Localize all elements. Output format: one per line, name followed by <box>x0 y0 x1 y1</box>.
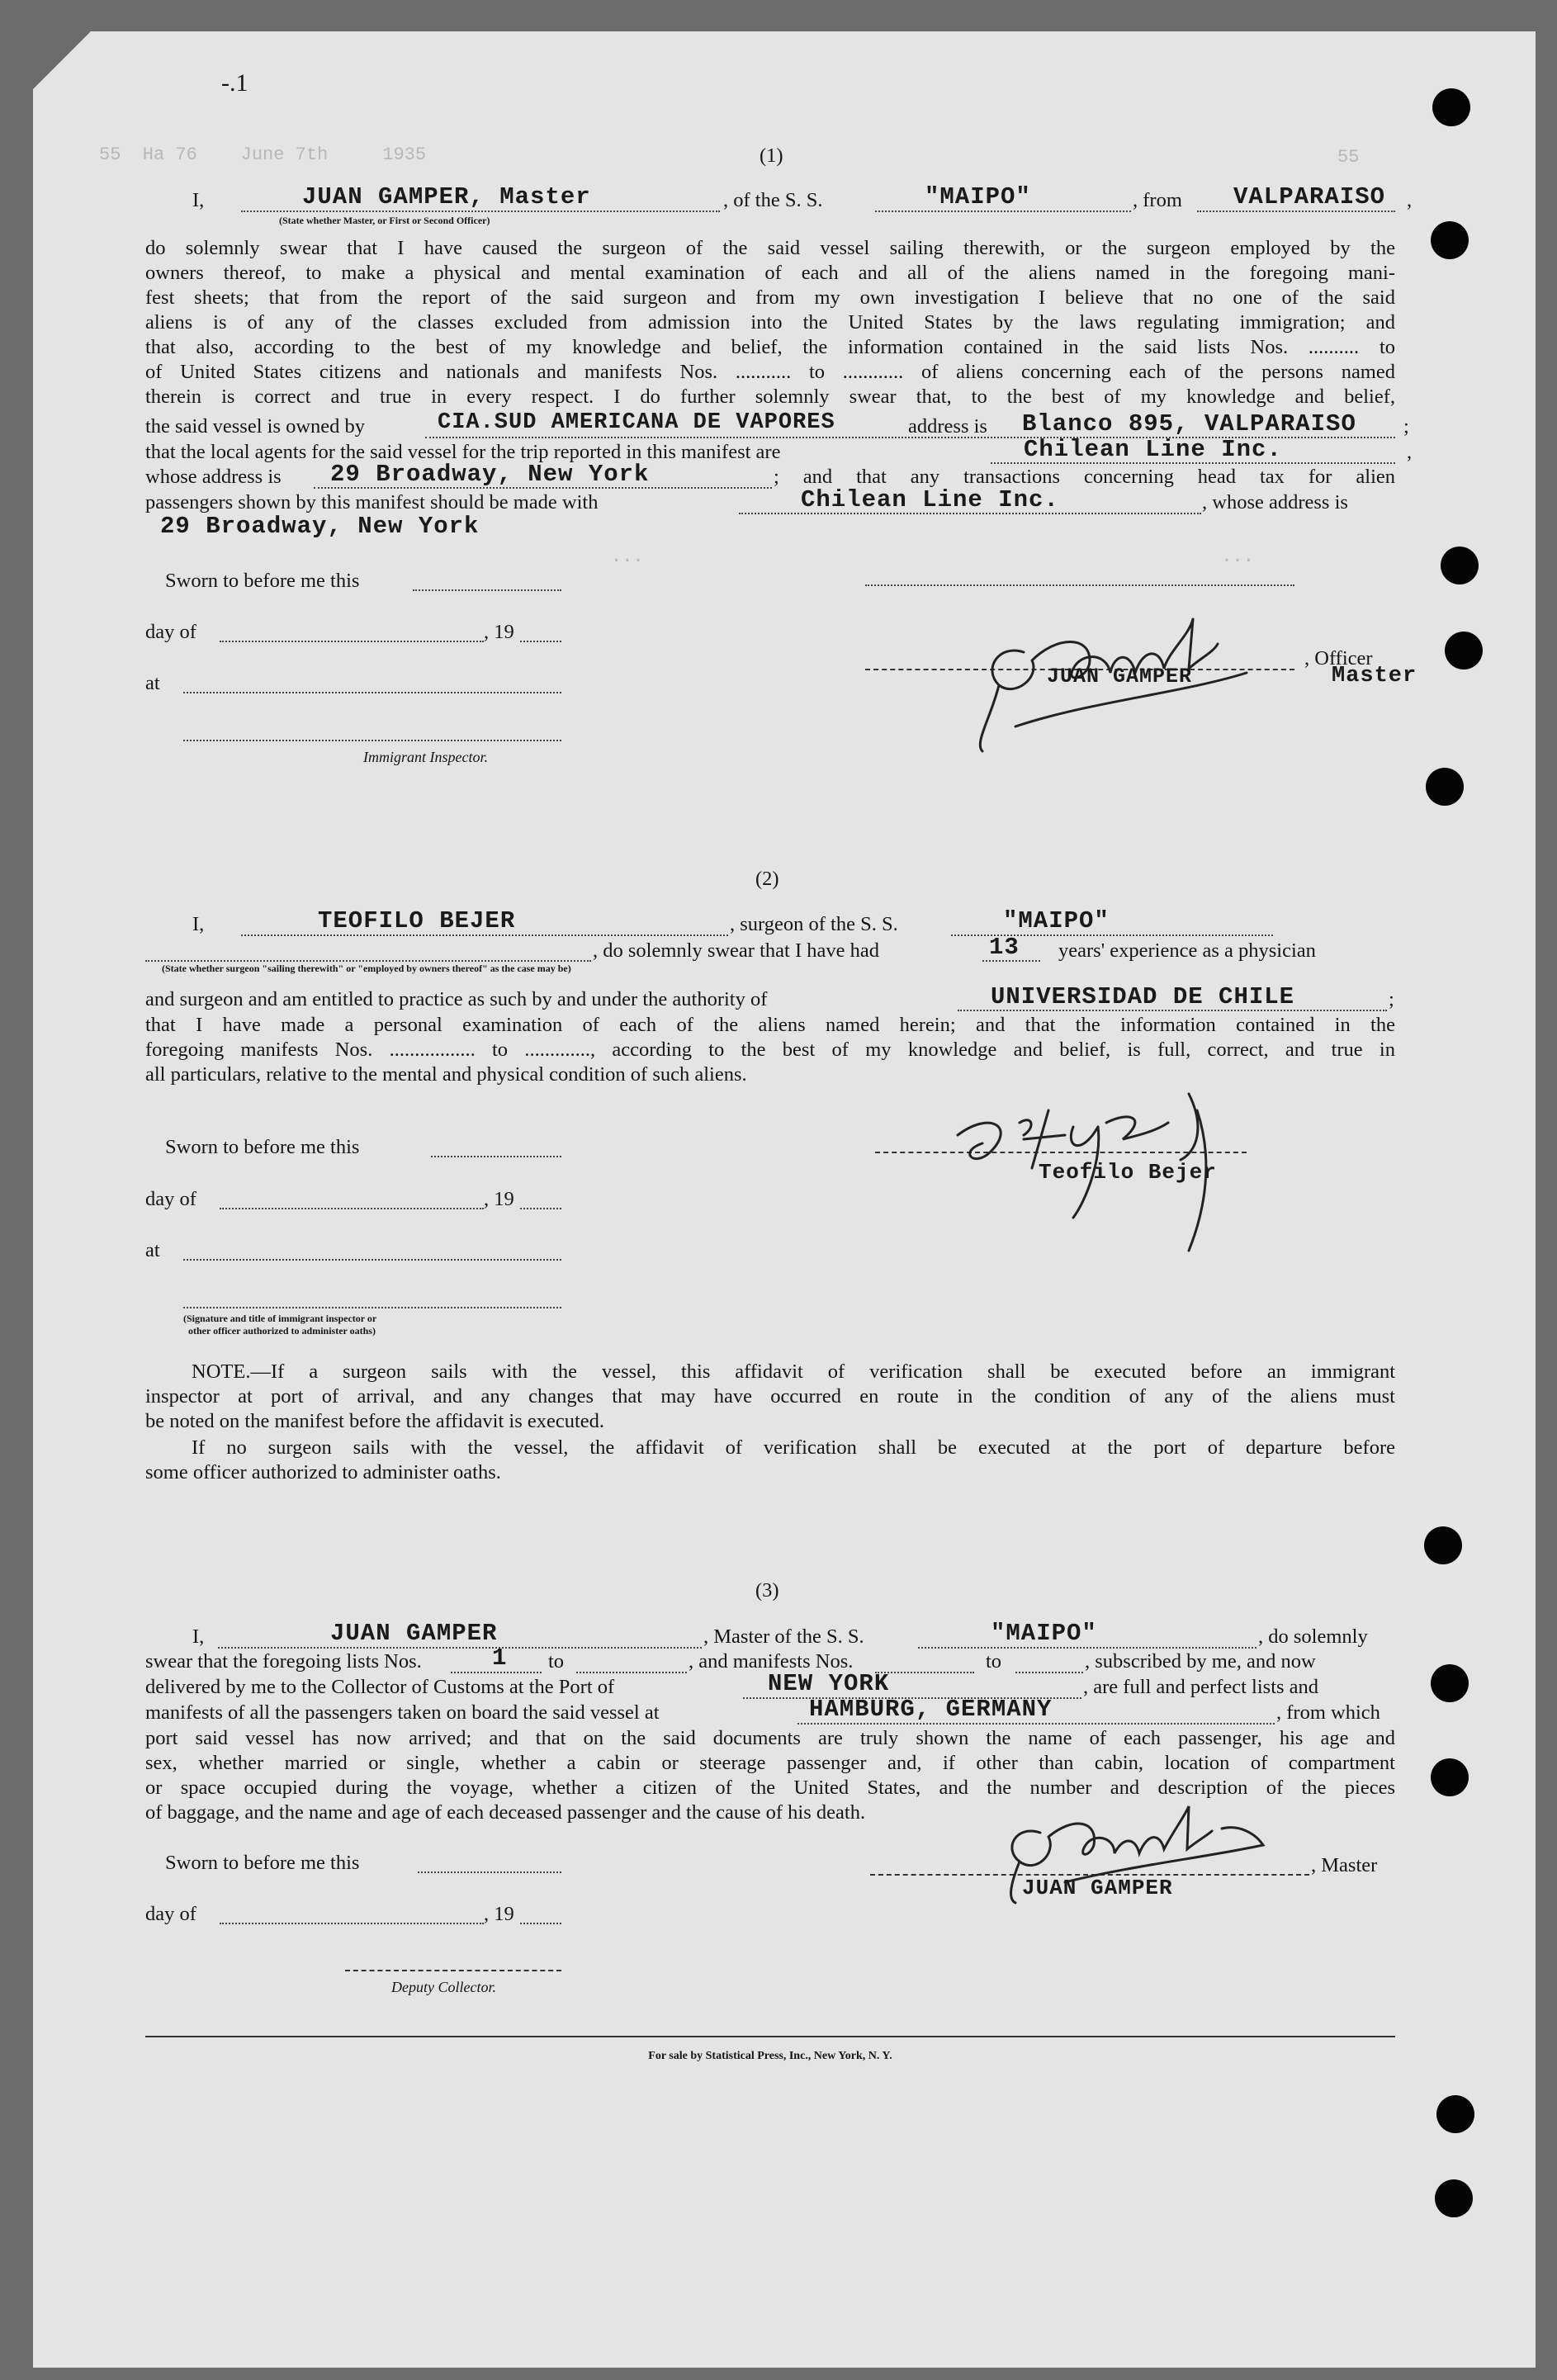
s1-of-ship: , of the S. S. <box>723 189 823 211</box>
s1-ship: "MAIPO" <box>925 183 1031 211</box>
punch-hole <box>1424 1526 1462 1564</box>
punch-hole <box>1426 768 1464 806</box>
s1-ship-line <box>875 211 1131 212</box>
s2-swear: , do solemnly swear that I have had <box>593 939 879 962</box>
s1-body-line: therein is correct and true in every respect. I do further solemnly swear that, to the best of my knowledge and belief, <box>145 386 1395 408</box>
bleed-through-marks: 55 Ha 76 June 7th 1935 <box>99 144 427 165</box>
s2-caption-sig: (Signature and title of immigrant inspector or <box>183 1313 377 1324</box>
s1-whose-address: whose address is <box>145 466 282 488</box>
s3-port-departure: HAMBURG, GERMANY <box>809 1696 1053 1723</box>
s2-surgeon-name: TEOFILO BEJER <box>318 907 516 934</box>
s1-i: I, <box>192 189 205 211</box>
s2-sworn: Sworn to before me this <box>165 1136 360 1158</box>
s3-perfect-lists: , are full and perfect lists and <box>1083 1676 1319 1698</box>
s2-caption: (State whether surgeon "sailing therewith" or "employed by owners thereof" as the case may be) <box>162 963 571 974</box>
s1-officer-typed: Master <box>1332 664 1417 688</box>
s1-sworn-line <box>413 589 561 591</box>
s1-at-line <box>183 692 561 693</box>
s3-solemnly: , do solemnly <box>1258 1625 1368 1648</box>
note-line: some officer authorized to administer oaths. <box>145 1461 501 1483</box>
bleed-through-marks: ... ... <box>611 547 1254 567</box>
footer-rule <box>145 2036 1395 2037</box>
section-2-number: (2) <box>755 868 779 890</box>
s1-body-line: of United States citizens and nationals and manifests Nos. ........... to ............ of aliens concerning each of the persons named <box>145 361 1395 383</box>
s1-address-is: address is <box>908 415 987 438</box>
s1-nineteen: , 19 <box>484 621 514 643</box>
s3-list-from: 1 <box>492 1644 508 1672</box>
s2-caption-line <box>145 960 591 962</box>
s3-subscribed: , subscribed by me, and now <box>1085 1650 1316 1673</box>
s3-signature-typed: JUAN GAMPER <box>1022 1876 1173 1900</box>
section-3-number: (3) <box>755 1579 779 1602</box>
s1-at: at <box>145 672 160 694</box>
s1-day-line <box>220 641 484 642</box>
s3-i: I, <box>192 1625 205 1648</box>
bleed-through-marks: 55 <box>1337 147 1360 168</box>
s1-year-line <box>520 641 561 642</box>
s1-sworn: Sworn to before me this <box>165 570 360 592</box>
punch-hole <box>1445 632 1483 670</box>
s3-sworn: Sworn to before me this <box>165 1852 360 1874</box>
section-1-number: (1) <box>760 144 783 167</box>
s1-caption: (State whether Master, or First or Second Officer) <box>279 215 490 226</box>
s3-collector-caption: Deputy Collector. <box>391 1979 496 1995</box>
footer-imprint: For sale by Statistical Press, Inc., New York, N. Y. <box>648 2050 892 2062</box>
note-line: NOTE.—If a surgeon sails with the vessel, this affidavit of verification shall be executed before an immigrant <box>192 1360 1395 1383</box>
s1-day-of: day of <box>145 621 196 643</box>
s2-body-line: foregoing manifests Nos. ................. to ............., according to the best of my knowledge and belief, is full, correct, and true in <box>145 1039 1395 1061</box>
s1-agents-text: that the local agents for the said vessel for the trip reported in this manifest are <box>145 441 781 463</box>
s1-inspector-caption: Immigrant Inspector. <box>363 749 488 765</box>
s3-from-which: , from which <box>1276 1701 1380 1724</box>
s3-collector-text: delivered by me to the Collector of Customs at the Port of <box>145 1676 615 1698</box>
s1-body-line: do solemnly swear that I have caused the surgeon of the said vessel sailing therewith, or the surgeon employed by the <box>145 237 1395 259</box>
s3-body-line: of baggage, and the name and age of each deceased passenger and the cause of his death. <box>145 1801 866 1824</box>
s1-semicolon: ; <box>1403 415 1409 438</box>
s3-handwritten-signature <box>991 1800 1271 1923</box>
s3-master-line <box>218 1647 702 1649</box>
s1-tax-agent: Chilean Line Inc. <box>801 486 1059 513</box>
s3-master-label: , Master <box>1311 1854 1378 1876</box>
s1-body-line: aliens is of any of the classes excluded from admission into the United States by the laws regulating immigration; and <box>145 311 1395 334</box>
s1-comma2: , <box>1407 441 1413 463</box>
s2-authority: UNIVERSIDAD DE CHILE <box>991 983 1295 1010</box>
s3-list-to-line <box>576 1672 687 1673</box>
s2-authority-text: and surgeon and am entitled to practice as such by and under the authority of <box>145 988 768 1010</box>
s2-nineteen: , 19 <box>484 1188 514 1210</box>
s1-body-line: fest sheets; that from the report of the said surgeon and from my own investigation I believe that no one of the said <box>145 286 1395 309</box>
punch-hole <box>1431 1664 1469 1702</box>
s1-whose-address-is: , whose address is <box>1202 491 1348 513</box>
s2-years-text: years' experience as a physician <box>1058 939 1316 962</box>
s2-surgeon-of: , surgeon of the S. S. <box>730 913 898 935</box>
s3-collector-line <box>345 1970 561 1971</box>
s1-body-line: owners thereof, to make a physical and mental examination of each and all of the aliens named in the foregoing mani- <box>145 262 1395 284</box>
s3-manifest-from-line <box>875 1672 974 1673</box>
s1-inspector-line <box>183 740 561 741</box>
s1-signature-line <box>865 584 1294 586</box>
s1-port-line <box>1197 211 1395 212</box>
s3-body-line: sex, whether married or single, whether a cabin or steerage passenger and, if other than cabin, location of compartment <box>145 1752 1395 1774</box>
s1-signature-typed: JUAN GAMPER <box>1047 665 1193 688</box>
s3-manifests: , and manifests Nos. <box>689 1650 854 1673</box>
note-line: If no surgeon sails with the vessel, the affidavit of verification shall be executed at the port of departure before <box>192 1436 1395 1459</box>
s2-day-line <box>220 1208 484 1209</box>
folded-corner <box>33 31 91 89</box>
s1-owner-address: Blanco 895, VALPARAISO <box>1022 410 1356 438</box>
s2-semicolon: ; <box>1389 988 1394 1010</box>
s1-head-tax: ; and that any transactions concerning head tax for alien <box>774 466 1395 488</box>
s2-at-line <box>183 1259 561 1261</box>
s1-from: , from <box>1133 189 1182 211</box>
s2-sworn-line <box>431 1156 561 1157</box>
s2-i: I, <box>192 913 205 935</box>
punch-hole <box>1431 221 1469 259</box>
punch-hole <box>1441 547 1479 584</box>
s3-taken-text: manifests of all the passengers taken on board the said vessel at <box>145 1701 660 1724</box>
page-mark: -.1 <box>221 69 248 97</box>
s3-port-departure-line <box>797 1723 1275 1725</box>
note-line: be noted on the manifest before the affidavit is executed. <box>145 1410 605 1432</box>
s3-ship: "MAIPO" <box>991 1620 1097 1647</box>
s2-at: at <box>145 1239 160 1261</box>
s2-signature-typed: Teofilo Bejer <box>1039 1160 1217 1185</box>
s1-port: VALPARAISO <box>1233 183 1386 211</box>
s2-years: 13 <box>989 934 1020 961</box>
s3-manifest-to-line <box>1015 1672 1083 1673</box>
s1-agents: Chilean Line Inc. <box>1024 436 1282 463</box>
s1-comma: , <box>1407 189 1413 211</box>
s3-ship-line <box>918 1647 1256 1649</box>
s1-tax-address: 29 Broadway, New York <box>160 513 480 540</box>
note-line: inspector at port of arrival, and any changes that may have occurred en route in the condition of any of the aliens must <box>145 1385 1395 1408</box>
s3-master-name: JUAN GAMPER <box>330 1620 498 1647</box>
s2-day-of: day of <box>145 1188 196 1210</box>
punch-hole <box>1435 2179 1473 2217</box>
punch-hole <box>1431 1758 1469 1796</box>
s3-master-of: , Master of the S. S. <box>703 1625 864 1648</box>
s3-list-from-line <box>451 1672 542 1673</box>
s2-surgeon-line <box>241 934 728 936</box>
s2-body-line: that I have made a personal examination of each of the aliens named herein; and that the information contained in the <box>145 1014 1395 1036</box>
s3-body-line: or space occupied during the voyage, whether a citizen of the United States, and the number and description of the pieces <box>145 1777 1395 1799</box>
s3-nineteen: , 19 <box>484 1903 514 1925</box>
s3-to2: to <box>986 1650 1002 1673</box>
s1-passengers-text: passengers shown by this manifest should be made with <box>145 491 599 513</box>
s1-master-line <box>241 211 720 212</box>
s1-body-line: that also, according to the best of my knowledge and belief, the information contained in the said lists Nos. .......... to <box>145 336 1395 358</box>
s1-owned-by: the said vessel is owned by <box>145 415 366 438</box>
s3-body-line: port said vessel has now arrived; and that on the said documents are truly shown the name of each passenger, his age and <box>145 1727 1395 1749</box>
s2-ship: "MAIPO" <box>1003 907 1110 934</box>
s1-owner: CIA.SUD AMERICANA DE VAPORES <box>438 410 835 435</box>
s2-caption-sig2: other officer authorized to administer oaths) <box>188 1325 376 1337</box>
s3-sworn-line <box>418 1871 561 1873</box>
s2-year-line <box>520 1208 561 1209</box>
s2-signature-caption-line <box>183 1307 561 1308</box>
s2-body-line: all particulars, relative to the mental and physical condition of such aliens. <box>145 1063 747 1086</box>
s3-port-arrival: NEW YORK <box>768 1670 890 1697</box>
punch-hole <box>1436 2095 1474 2133</box>
s3-day-of: day of <box>145 1903 196 1925</box>
s3-to: to <box>548 1650 565 1673</box>
s3-day-line <box>220 1923 484 1924</box>
s3-lists-text: swear that the foregoing lists Nos. <box>145 1650 422 1673</box>
s3-year-line <box>520 1923 561 1924</box>
s1-officer-label: , Officer <box>1304 647 1373 670</box>
s1-master-name: JUAN GAMPER, Master <box>302 183 591 211</box>
s1-agent-address: 29 Broadway, New York <box>330 461 650 488</box>
punch-hole <box>1432 88 1470 126</box>
